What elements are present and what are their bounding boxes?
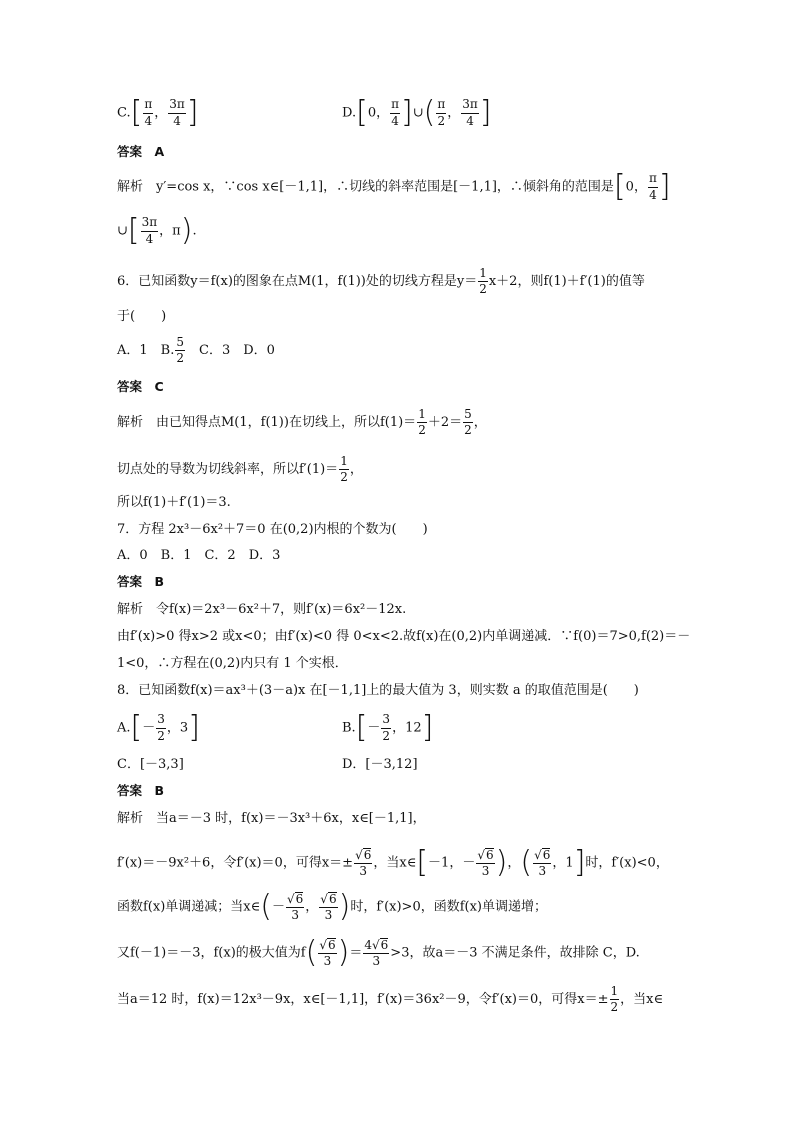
fraction: $\frac{3\pi}{4}$ [462,97,478,128]
fraction: $\frac{√6}{3}$ [319,938,336,969]
option-8d: D．[－3,12] [342,757,418,772]
question-6-line2: 于( ) [117,309,167,324]
explanation-6-line1: 解析 由已知得点M(1，f(1))在切线上，所以f(1)＝ $\frac{1}{2}$ ＋2＝ $\frac{5}{2}$ ， [117,407,487,438]
options-6: A．1 B. $\frac{5}{2}$ C．3 D．0 [117,335,275,366]
explanation-5-line2: ∪[ $\frac{3\pi}{4}$ ，π). [117,213,197,248]
fraction: $\frac{√6}{3}$ [320,892,337,923]
fraction: $\frac{4√6}{3}$ [364,938,389,969]
options-7: A．0 B．1 C．2 D．3 [117,548,281,563]
answer-7: 答案 B [117,574,165,589]
explanation-6-line2: 切点处的导数为切线斜率，所以f′(1)＝ $\frac{1}{2}$ ， [117,454,363,485]
fraction: $\frac{\pi}{4}$ [391,97,399,128]
option-5c: C.[ $\frac{\pi}{4}$ ， $\frac{3\pi}{4}$ ] [117,95,199,130]
fraction: $\frac{√6}{3}$ [477,848,494,879]
fraction: $\frac{3}{2}$ [157,712,165,743]
option-8c: C．[－3,3] [117,757,184,772]
explanation-8-line2: f′(x)＝－9x²＋6，令f′(x)＝0，可得x＝± $\frac{√6}{3}$ ，当x∈[－1，－ $\frac{√6}{3}$ )，( $\frac{√6}{3}$ ，1]时，f′(x)<0， [117,845,669,881]
fraction: $\frac{\pi}{2}$ [437,97,446,128]
question-7: 7．方程 2x³－6x²＋7＝0 在(0,2)内根的个数为( ) [117,522,428,537]
option-8a: A.[－ $\frac{3}{2}$ ，3] [117,710,200,745]
answer-5: 答案 A [117,144,165,159]
fraction: $\frac{3}{2}$ [382,712,391,743]
explanation-5-line1: 解析 y′=cos x，∵cos x∈[－1,1]，∴切线的斜率范围是[－1,1]，∴倾斜角的范围是[0， $\frac{\pi}{4}$ ] [117,169,671,204]
fraction: $\frac{5}{2}$ [176,335,184,366]
option-5d: D.[0， $\frac{\pi}{4}$ ]∪( $\frac{\pi}{2}$ ， $\frac{3\pi}{4}$ ] [342,95,492,130]
explanation-8-line3: 函数f(x)单调递减；当x∈(－ $\frac{√6}{3}$ ， $\frac{√6}{3}$ )时，f′(x)>0，函数f(x)单调递增； [117,889,548,925]
explanation-8-line4: 又f(－1)＝－3，f(x)的极大值为f( $\frac{√6}{3}$ )＝ $\frac{4√6}{3}$ >3，故a＝－3 不满足条件，故排除 C，D. [117,935,640,971]
fraction: $\frac{1}{2}$ [479,266,487,297]
fraction: $\frac{1}{2}$ [340,454,348,485]
fraction: $\frac{5}{2}$ [464,407,472,438]
answer-8: 答案 B [117,783,165,798]
fraction: $\frac{3\pi}{4}$ [141,215,158,246]
fraction: $\frac{√6}{3}$ [355,848,372,879]
fraction: $\frac{1}{2}$ [610,984,619,1015]
question-6-line1: 6．已知函数y＝f(x)的图象在点M(1，f(1))处的切线方程是y＝ $\frac{1}{2}$ x＋2，则f(1)＋f′(1)的值等 [117,266,645,297]
explanation-8-line1: 解析 当a＝－3 时，f(x)＝－3x³＋6x，x∈[－1,1]， [117,811,426,826]
fraction: $\frac{\pi}{4}$ [648,171,657,202]
fraction: $\frac{3\pi}{4}$ [169,97,185,128]
explanation-8-line5: 当a＝12 时，f(x)＝12x³－9x，x∈[－1,1]，f′(x)＝36x²－9，令f′(x)＝0，可得x＝± $\frac{1}{2}$ ，当x∈ [117,984,664,1015]
fraction: $\frac{√6}{3}$ [286,892,304,923]
fraction: $\frac{1}{2}$ [418,407,426,438]
explanation-6-line3: 所以f(1)＋f′(1)＝3. [117,495,231,510]
fraction: $\frac{\pi}{4}$ [144,97,153,128]
fraction: $\frac{√6}{3}$ [534,848,551,879]
explanation-7-line1: 解析 令f(x)＝2x³－6x²＋7，则f′(x)＝6x²－12x. [117,602,407,617]
answer-6: 答案 C [117,379,164,394]
explanation-7-line3: 1<0，∴方程在(0,2)内只有 1 个实根． [117,656,348,671]
option-8b: B.[－ $\frac{3}{2}$ ，12] [342,710,434,745]
question-8: 8．已知函数f(x)＝ax³＋(3－a)x 在[－1,1]上的最大值为 3，则实数 a 的取值范围是( ) [117,683,639,698]
explanation-7-line2: 由f′(x)>0 得x>2 或x<0；由f′(x)<0 得 0<x<2.故f(x)在(0,2)内单调递减．∵f(0)＝7>0,f(2)＝－ [117,629,691,644]
